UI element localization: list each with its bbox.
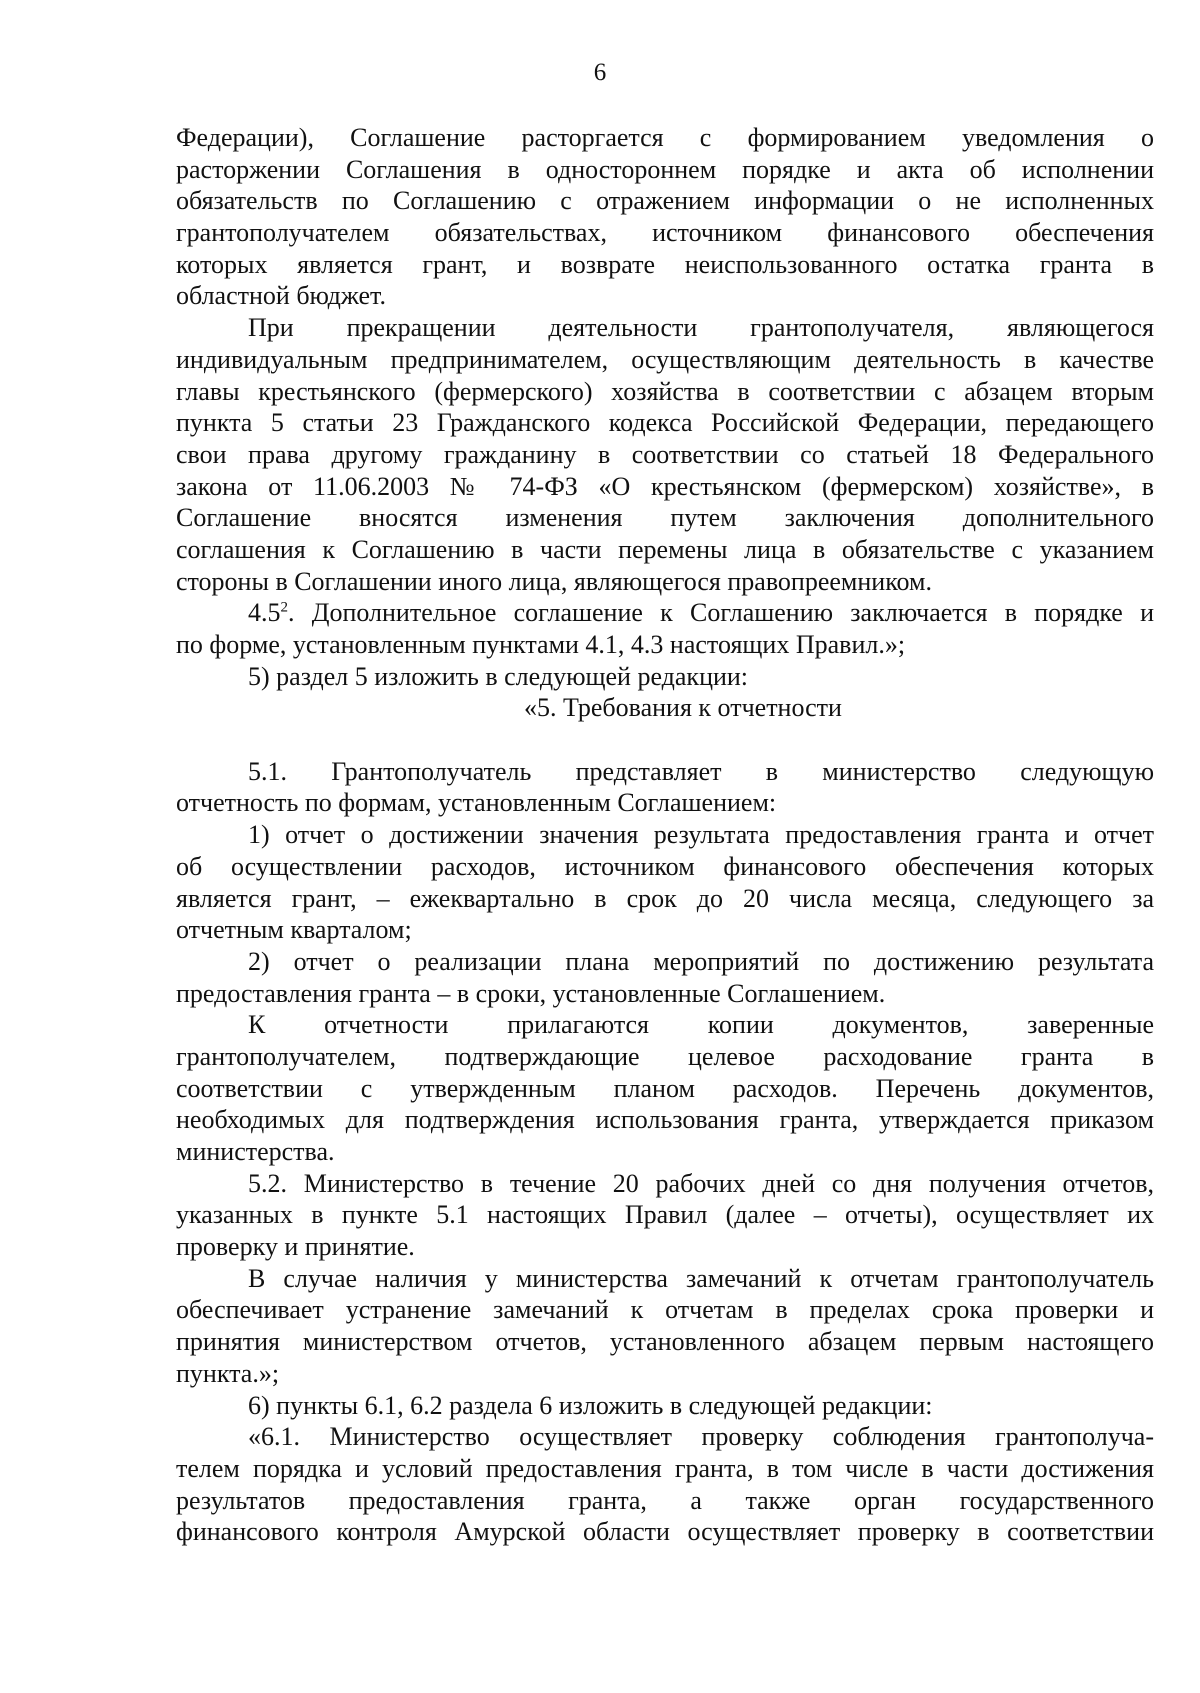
text-line: расторжении Соглашения в одностороннем порядке и акта об исполнении — [176, 154, 1154, 184]
text-line: грантополучателем обязательствах, источником финансового обеспечения — [176, 218, 1154, 248]
text-line: главы крестьянского (фермерского) хозяйства в соответствии с абзацем вторым — [176, 376, 1154, 406]
text-line: Соглашение вносятся изменения путем заключения дополнительного — [176, 503, 1154, 533]
text-line: закона от 11.06.2003 № 74-ФЗ «О крестьянском (фермерском) хозяйстве», в — [176, 471, 1154, 501]
text-line: 6) пункты 6.1, 6.2 раздела 6 изложить в следующей редакции: — [248, 1390, 933, 1420]
text-line: принятия министерством отчетов, установленного абзацем первым настоящего — [176, 1327, 1154, 1357]
section-heading: «5. Требования к отчетности — [524, 693, 842, 723]
text-line: К отчетности прилагаются копии документов, заверенные — [248, 1010, 1154, 1040]
text-line: финансового контроля Амурской области осуществляет проверку в соответствии — [176, 1517, 1154, 1547]
text-line — [176, 597, 1154, 629]
text-line: отчетность по формам, установленным Соглашением: — [176, 788, 777, 818]
text-line: 5.2. Министерство в течение 20 рабочих дней со дня получения отчетов, — [248, 1168, 1154, 1198]
text-line: свои права другому гражданину в соответствии со статьей 18 Федерального — [176, 439, 1154, 469]
text-line: соглашения к Соглашению в части перемены лица в обязательстве с указанием — [176, 534, 1154, 564]
text-line: индивидуальным предпринимателем, осуществляющим деятельность в качестве — [176, 344, 1154, 374]
text-line: пункта 5 статьи 23 Гражданского кодекса Российской Федерации, передающего — [176, 408, 1154, 438]
text-line: обеспечивает устранение замечаний к отчетам в пределах срока проверки и — [176, 1295, 1154, 1325]
text-line: результатов предоставления гранта, а также орган государственного — [176, 1485, 1154, 1515]
text-line: стороны в Соглашении иного лица, являющегося правопреемником. — [176, 566, 932, 596]
text-line: грантополучателем, подтверждающие целевое расходование гранта в — [176, 1041, 1154, 1071]
text-line: об осуществлении расходов, источником финансового обеспечения которых — [176, 851, 1154, 881]
text-line: 5.1. Грантополучатель представляет в министерство следующую — [248, 756, 1154, 786]
text-line: пункта.»; — [176, 1358, 280, 1388]
text-line: проверку и принятие. — [176, 1232, 415, 1262]
text-line: соответствии с утвержденным планом расходов. Перечень документов, — [176, 1073, 1154, 1103]
text-line: министерства. — [176, 1137, 335, 1166]
text-line: обязательств по Соглашению с отражением информации о не исполненных — [176, 186, 1154, 216]
text-line: указанных в пункте 5.1 настоящих Правил (далее – отчеты), осуществляет их — [176, 1200, 1154, 1230]
text-line: При прекращении деятельности грантополучателя, являющегося — [248, 313, 1154, 343]
text-line: В случае наличия у министерства замечаний к отчетам грантополучатель — [248, 1263, 1154, 1293]
clause-superscript: 2 — [280, 599, 288, 616]
text-line-content: . Дополнительное соглашение к Соглашению заключается в порядке и — [288, 598, 1154, 628]
text-line: «6.1. Министерство осуществляет проверку соблюдения грантополуча- — [248, 1422, 1154, 1452]
clause-number: 4.5 — [248, 598, 281, 628]
document-body-text — [176, 122, 1154, 1548]
text-line: 2) отчет о реализации плана мероприятий по достижению результата — [248, 946, 1154, 976]
text-line: по форме, установленным пунктами 4.1, 4.3 настоящих Правил.»; — [176, 630, 906, 659]
page-number: 6 — [593, 59, 607, 86]
text-line: 1) отчет о достижении значения результата предоставления гранта и отчет — [248, 820, 1154, 850]
text-line: предоставления гранта – в сроки, установленные Соглашением. — [176, 978, 886, 1008]
text-line: телем порядка и условий предоставления гранта, в том числе в части достижения — [176, 1453, 1154, 1483]
text-line: областной бюджет. — [176, 281, 386, 311]
text-line: является грант, – ежеквартально в срок до 20 числа месяца, следующего за — [176, 883, 1154, 913]
text-line: которых является грант, и возврате неиспользованного остатка гранта в — [176, 249, 1154, 279]
text-line: отчетным кварталом; — [176, 915, 412, 945]
text-line: необходимых для подтверждения использования гранта, утверждается приказом — [176, 1105, 1154, 1135]
text-line: 5) раздел 5 изложить в следующей редакции: — [248, 661, 749, 691]
blank-line — [176, 724, 1154, 756]
text-line: Федерации), Соглашение расторгается с формированием уведомления о — [176, 123, 1154, 152]
